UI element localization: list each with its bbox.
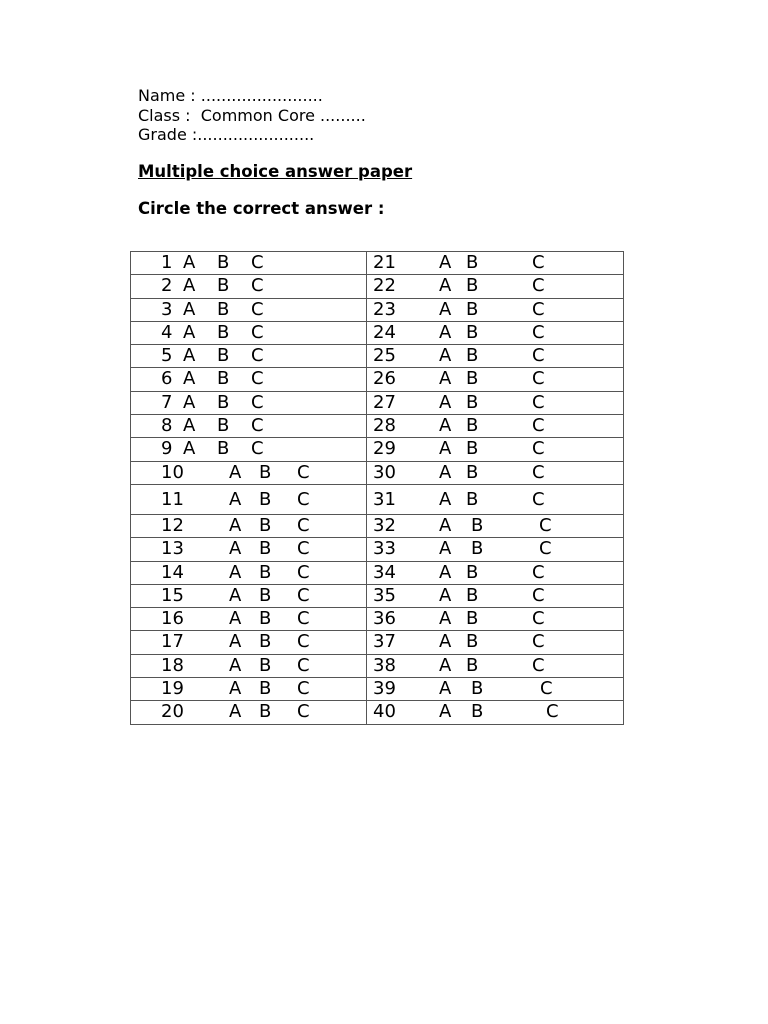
question-30-option-c[interactable]: C — [532, 461, 545, 483]
question-38-option-c[interactable]: C — [532, 654, 545, 676]
question-19-option-c[interactable]: C — [297, 678, 310, 700]
question-7-number: 7 — [161, 391, 173, 413]
question-11-number: 11 — [161, 488, 184, 510]
question-40-option-b[interactable]: B — [471, 701, 484, 723]
question-12-option-a[interactable]: A — [229, 514, 242, 536]
question-22-option-a[interactable]: A — [439, 275, 452, 297]
question-20-option-c[interactable]: C — [297, 701, 310, 723]
question-37-cell — [367, 631, 624, 654]
question-31-option-a[interactable]: A — [439, 488, 452, 510]
question-14-option-b[interactable]: B — [259, 561, 272, 583]
question-2-option-a[interactable]: A — [183, 275, 196, 297]
question-5-option-b[interactable]: B — [217, 345, 230, 367]
question-13-cell — [131, 538, 367, 561]
question-15-option-b[interactable]: B — [259, 584, 272, 606]
question-24-cell — [367, 321, 624, 344]
question-13-option-c[interactable]: C — [297, 538, 310, 560]
question-34-cell — [367, 561, 624, 584]
question-28-option-c[interactable]: C — [532, 415, 545, 437]
question-20-cell — [131, 701, 367, 724]
question-6-option-c[interactable]: C — [251, 368, 264, 390]
table-row — [131, 561, 624, 584]
question-15-cell — [131, 584, 367, 607]
question-36-option-a[interactable]: A — [439, 608, 452, 630]
question-4-option-b[interactable]: B — [217, 321, 230, 343]
question-35-option-c[interactable]: C — [532, 584, 545, 606]
question-38-cell — [367, 654, 624, 677]
question-37-option-b[interactable]: B — [466, 631, 479, 653]
question-2-option-b[interactable]: B — [217, 275, 230, 297]
question-3-cell — [131, 298, 367, 321]
question-31-cell — [367, 484, 624, 514]
question-8-option-c[interactable]: C — [251, 415, 264, 437]
question-5-option-a[interactable]: A — [183, 345, 196, 367]
table-row — [131, 321, 624, 344]
question-30-option-a[interactable]: A — [439, 461, 452, 483]
question-40-option-a[interactable]: A — [439, 701, 452, 723]
question-28-option-b[interactable]: B — [466, 415, 479, 437]
table-row — [131, 701, 624, 724]
table-row — [131, 654, 624, 677]
question-29-option-c[interactable]: C — [532, 438, 545, 460]
question-9-option-b[interactable]: B — [217, 438, 230, 460]
question-35-number: 35 — [373, 584, 396, 606]
table-row — [131, 345, 624, 368]
question-12-number: 12 — [161, 514, 184, 536]
question-5-number: 5 — [161, 345, 173, 367]
question-10-number: 10 — [161, 461, 184, 483]
question-29-option-a[interactable]: A — [439, 438, 452, 460]
question-8-option-b[interactable]: B — [217, 415, 230, 437]
table-row — [131, 678, 624, 701]
question-14-cell — [131, 561, 367, 584]
question-17-number: 17 — [161, 631, 184, 653]
question-4-option-a[interactable]: A — [183, 321, 196, 343]
question-24-option-c[interactable]: C — [532, 321, 545, 343]
question-2-cell — [131, 275, 367, 298]
question-4-cell — [131, 321, 367, 344]
question-24-option-a[interactable]: A — [439, 321, 452, 343]
table-row — [131, 484, 624, 514]
question-2-option-c[interactable]: C — [251, 275, 264, 297]
question-37-option-a[interactable]: A — [439, 631, 452, 653]
question-38-option-a[interactable]: A — [439, 654, 452, 676]
question-27-option-b[interactable]: B — [466, 391, 479, 413]
table-row — [131, 538, 624, 561]
table-row — [131, 631, 624, 654]
question-17-cell — [131, 631, 367, 654]
table-row — [131, 514, 624, 537]
question-12-cell — [131, 514, 367, 537]
question-29-option-b[interactable]: B — [466, 438, 479, 460]
question-33-number: 33 — [373, 538, 396, 560]
question-20-number: 20 — [161, 701, 184, 723]
question-30-cell — [367, 461, 624, 484]
question-9-option-a[interactable]: A — [183, 438, 196, 460]
question-1-option-c[interactable]: C — [251, 252, 264, 273]
question-11-option-c[interactable]: C — [297, 488, 310, 510]
question-12-option-b[interactable]: B — [259, 514, 272, 536]
question-32-number: 32 — [373, 514, 396, 536]
question-16-option-b[interactable]: B — [259, 608, 272, 630]
question-31-option-b[interactable]: B — [466, 488, 479, 510]
question-6-option-a[interactable]: A — [183, 368, 196, 390]
question-35-option-a[interactable]: A — [439, 584, 452, 606]
question-9-cell — [131, 438, 367, 461]
page-title: Multiple choice answer paper — [138, 162, 413, 181]
question-18-cell — [131, 654, 367, 677]
question-40-cell — [367, 701, 624, 724]
instruction-text: Circle the correct answer : — [138, 199, 385, 218]
question-34-option-b[interactable]: B — [466, 561, 479, 583]
table-row — [131, 438, 624, 461]
question-26-option-a[interactable]: A — [439, 368, 452, 390]
table-row — [131, 584, 624, 607]
question-39-option-a[interactable]: A — [439, 678, 452, 700]
question-10-option-b[interactable]: B — [259, 461, 272, 483]
question-30-number: 30 — [373, 461, 396, 483]
question-13-option-b[interactable]: B — [259, 538, 272, 560]
question-27-option-a[interactable]: A — [439, 391, 452, 413]
question-10-option-c[interactable]: C — [297, 461, 310, 483]
question-9-number: 9 — [161, 438, 173, 460]
question-27-option-c[interactable]: C — [532, 391, 545, 413]
question-17-option-b[interactable]: B — [259, 631, 272, 653]
question-19-number: 19 — [161, 678, 184, 700]
table-row — [131, 461, 624, 484]
question-25-cell — [367, 345, 624, 368]
question-38-number: 38 — [373, 654, 396, 676]
question-22-cell — [367, 275, 624, 298]
question-40-number: 40 — [373, 701, 396, 723]
question-2-number: 2 — [161, 275, 173, 297]
question-23-cell — [367, 298, 624, 321]
question-25-option-c[interactable]: C — [532, 345, 545, 367]
question-21-option-a[interactable]: A — [439, 252, 452, 273]
question-10-option-a[interactable]: A — [229, 461, 242, 483]
question-1-option-b[interactable]: B — [217, 252, 230, 273]
question-1-option-a[interactable]: A — [183, 252, 196, 273]
table-row — [131, 298, 624, 321]
table-row — [131, 391, 624, 414]
question-4-number: 4 — [161, 321, 173, 343]
question-29-cell — [367, 438, 624, 461]
question-17-option-c[interactable]: C — [297, 631, 310, 653]
question-22-number: 22 — [373, 275, 396, 297]
question-33-cell — [367, 538, 624, 561]
table-row — [131, 608, 624, 631]
question-23-number: 23 — [373, 298, 396, 320]
question-28-option-a[interactable]: A — [439, 415, 452, 437]
question-27-number: 27 — [373, 391, 396, 413]
question-26-number: 26 — [373, 368, 396, 390]
question-28-number: 28 — [373, 415, 396, 437]
question-22-option-b[interactable]: B — [466, 275, 479, 297]
question-33-option-b[interactable]: B — [471, 538, 484, 560]
question-39-option-b[interactable]: B — [471, 678, 484, 700]
question-37-option-c[interactable]: C — [532, 631, 545, 653]
table-row — [131, 275, 624, 298]
question-36-option-b[interactable]: B — [466, 608, 479, 630]
name-field-line: Name : ........................ — [138, 86, 323, 105]
question-21-option-c[interactable]: C — [532, 252, 545, 273]
question-35-option-b[interactable]: B — [466, 584, 479, 606]
question-8-cell — [131, 415, 367, 438]
question-8-option-a[interactable]: A — [183, 415, 196, 437]
question-14-option-c[interactable]: C — [297, 561, 310, 583]
question-21-cell — [367, 252, 624, 275]
question-5-cell — [131, 345, 367, 368]
question-26-option-b[interactable]: B — [466, 368, 479, 390]
table-row — [131, 368, 624, 391]
question-33-option-c[interactable]: C — [539, 538, 552, 560]
answer-grid-body — [131, 252, 624, 725]
question-25-option-b[interactable]: B — [466, 345, 479, 367]
question-25-number: 25 — [373, 345, 396, 367]
question-36-number: 36 — [373, 608, 396, 630]
question-3-option-c[interactable]: C — [251, 298, 264, 320]
question-31-option-c[interactable]: C — [532, 488, 545, 510]
question-26-option-c[interactable]: C — [532, 368, 545, 390]
question-23-option-b[interactable]: B — [466, 298, 479, 320]
question-34-option-a[interactable]: A — [439, 561, 452, 583]
question-36-cell — [367, 608, 624, 631]
question-29-number: 29 — [373, 438, 396, 460]
question-27-cell — [367, 391, 624, 414]
question-7-cell — [131, 391, 367, 414]
question-6-option-b[interactable]: B — [217, 368, 230, 390]
question-8-number: 8 — [161, 415, 173, 437]
question-25-option-a[interactable]: A — [439, 345, 452, 367]
question-16-cell — [131, 608, 367, 631]
question-19-option-b[interactable]: B — [259, 678, 272, 700]
question-12-option-c[interactable]: C — [297, 514, 310, 536]
question-11-option-a[interactable]: A — [229, 488, 242, 510]
question-9-option-c[interactable]: C — [251, 438, 264, 460]
question-16-option-a[interactable]: A — [229, 608, 242, 630]
question-32-option-c[interactable]: C — [539, 514, 552, 536]
question-40-option-c[interactable]: C — [546, 701, 559, 723]
question-17-option-a[interactable]: A — [229, 631, 242, 653]
question-6-cell — [131, 368, 367, 391]
question-13-option-a[interactable]: A — [229, 538, 242, 560]
question-3-option-a[interactable]: A — [183, 298, 196, 320]
question-31-number: 31 — [373, 488, 396, 510]
question-24-number: 24 — [373, 321, 396, 343]
question-11-option-b[interactable]: B — [259, 488, 272, 510]
table-row — [131, 252, 624, 275]
question-18-option-b[interactable]: B — [259, 654, 272, 676]
question-18-option-a[interactable]: A — [229, 654, 242, 676]
question-18-option-c[interactable]: C — [297, 654, 310, 676]
question-4-option-c[interactable]: C — [251, 321, 264, 343]
question-21-number: 21 — [373, 252, 396, 273]
question-16-number: 16 — [161, 608, 184, 630]
question-6-number: 6 — [161, 368, 173, 390]
question-21-option-b[interactable]: B — [466, 252, 479, 273]
question-14-option-a[interactable]: A — [229, 561, 242, 583]
question-34-number: 34 — [373, 561, 396, 583]
question-33-option-a[interactable]: A — [439, 538, 452, 560]
question-3-option-b[interactable]: B — [217, 298, 230, 320]
question-7-option-a[interactable]: A — [183, 391, 196, 413]
question-37-number: 37 — [373, 631, 396, 653]
question-19-option-a[interactable]: A — [229, 678, 242, 700]
question-7-option-c[interactable]: C — [251, 391, 264, 413]
question-20-option-a[interactable]: A — [229, 701, 242, 723]
question-38-option-b[interactable]: B — [466, 654, 479, 676]
question-19-cell — [131, 678, 367, 701]
question-1-number: 1 — [161, 252, 173, 273]
question-20-option-b[interactable]: B — [259, 701, 272, 723]
table-row — [131, 415, 624, 438]
question-3-number: 3 — [161, 298, 173, 320]
question-36-option-c[interactable]: C — [532, 608, 545, 630]
question-28-cell — [367, 415, 624, 438]
question-32-option-b[interactable]: B — [471, 514, 484, 536]
question-34-option-c[interactable]: C — [532, 561, 545, 583]
question-23-option-a[interactable]: A — [439, 298, 452, 320]
question-39-number: 39 — [373, 678, 396, 700]
question-15-number: 15 — [161, 584, 184, 606]
question-14-number: 14 — [161, 561, 184, 583]
question-16-option-c[interactable]: C — [297, 608, 310, 630]
question-39-cell — [367, 678, 624, 701]
question-23-option-c[interactable]: C — [532, 298, 545, 320]
question-13-number: 13 — [161, 538, 184, 560]
question-22-option-c[interactable]: C — [532, 275, 545, 297]
grade-field-line: Grade :....................... — [138, 125, 315, 144]
question-15-option-c[interactable]: C — [297, 584, 310, 606]
class-field-line: Class : Common Core ......... — [138, 106, 366, 125]
question-39-option-c[interactable]: C — [540, 678, 553, 700]
question-24-option-b[interactable]: B — [466, 321, 479, 343]
question-15-option-a[interactable]: A — [229, 584, 242, 606]
question-26-cell — [367, 368, 624, 391]
question-10-cell — [131, 461, 367, 484]
question-18-number: 18 — [161, 654, 184, 676]
question-30-option-b[interactable]: B — [466, 461, 479, 483]
question-35-cell — [367, 584, 624, 607]
answer-grid — [130, 251, 624, 725]
question-1-cell — [131, 252, 367, 275]
question-5-option-c[interactable]: C — [251, 345, 264, 367]
question-7-option-b[interactable]: B — [217, 391, 230, 413]
question-11-cell — [131, 484, 367, 514]
question-32-option-a[interactable]: A — [439, 514, 452, 536]
question-32-cell — [367, 514, 624, 537]
